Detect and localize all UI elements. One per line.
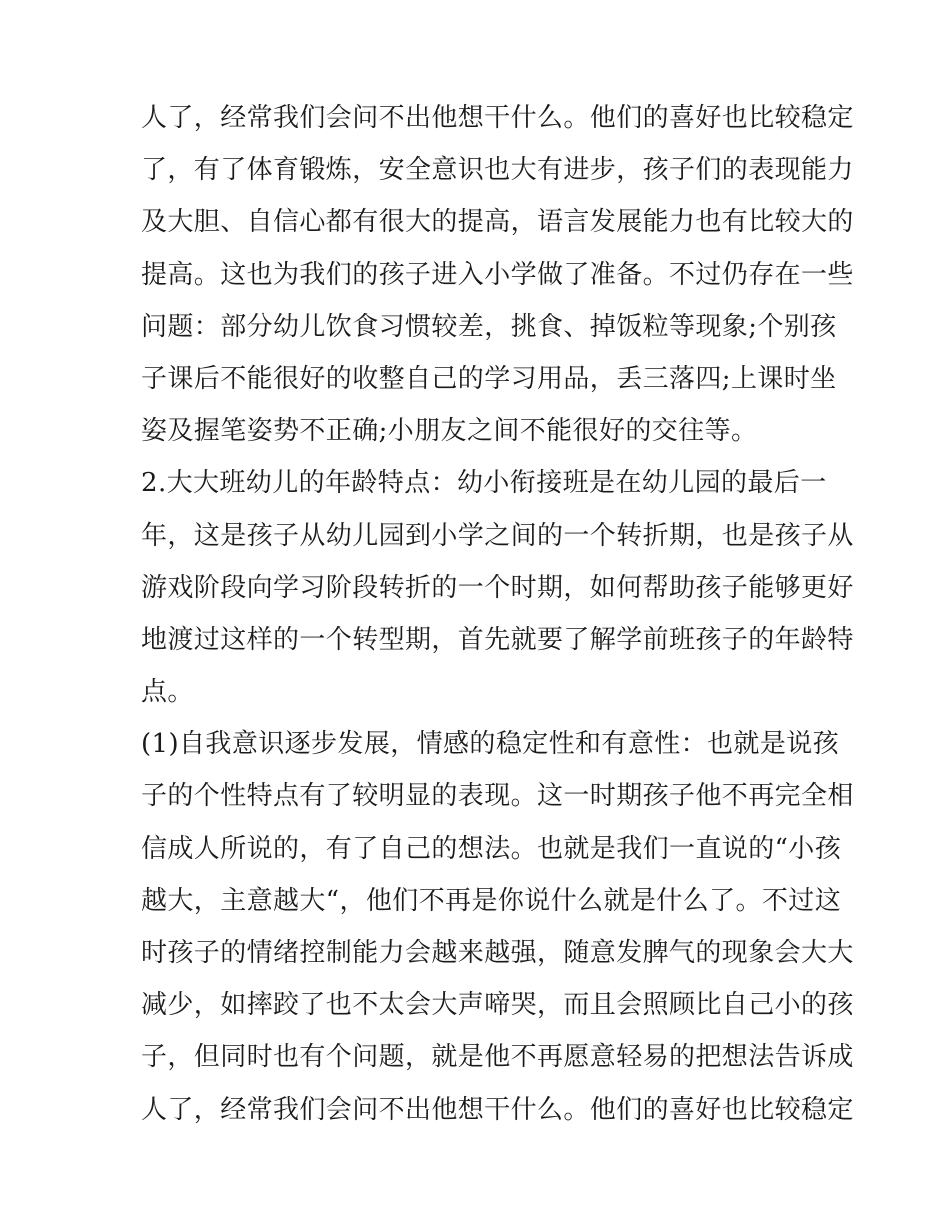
body-text <box>141 92 854 1136</box>
text-line: 了，有了体育锻炼，安全意识也大有进步，孩子们的表现能力 <box>141 155 854 186</box>
text-line: 信成人所说的，有了自己的想法。也就是我们一直说的“小孩 <box>141 833 842 864</box>
text-line: 姿及握笔姿势不正确;小朋友之间不能很好的交往等。 <box>141 416 758 447</box>
text-line: 越大，主意越大“，他们不再是你说什么就是什么了。不过这 <box>141 885 842 916</box>
text-line: 时孩子的情绪控制能力会越来越强，随意发脾气的现象会大大 <box>141 938 854 968</box>
text-line: 及大胆、自信心都有很大的提高，语言发展能力也有比较大的 <box>141 207 854 238</box>
text-line: 人了，经常我们会问不出他想干什么。他们的喜好也比较稳定 <box>141 1094 854 1125</box>
text-line: 地渡过这样的一个转型期，首先就要了解学前班孩子的年龄特 <box>141 624 854 655</box>
text-line: 点。 <box>141 677 194 708</box>
text-line: 子课后不能很好的收整自己的学习用品，丢三落四;上课时坐 <box>141 363 837 394</box>
section-heading-line: 2.大大班幼儿的年龄特点：幼小衔接班是在幼儿园的最后一 <box>141 468 827 499</box>
subsection-heading-line: (1)自我意识逐步发展，情感的稳定性和有意性：也就是说孩 <box>141 729 840 760</box>
text-line: 子的个性特点有了较明显的表现。这一时期孩子他不再完全相 <box>141 781 854 812</box>
text-line: 游戏阶段向学习阶段转折的一个时期，如何帮助孩子能够更好 <box>141 572 854 603</box>
text-line: 减少，如摔跤了也不太会大声啼哭，而且会照顾比自己小的孩 <box>141 990 854 1021</box>
text-line: 问题：部分幼儿饮食习惯较差，挑食、掉饭粒等现象;个别孩 <box>141 311 837 342</box>
text-line: 子，但同时也有个问题，就是他不再愿意轻易的把想法告诉成 <box>141 1042 854 1073</box>
text-line: 人了，经常我们会问不出他想干什么。他们的喜好也比较稳定 <box>141 103 854 133</box>
text-line: 年，这是孩子从幼儿园到小学之间的一个转折期，也是孩子从 <box>141 520 854 551</box>
text-line: 提高。这也为我们的孩子进入小学做了准备。不过仍存在一些 <box>141 259 854 290</box>
